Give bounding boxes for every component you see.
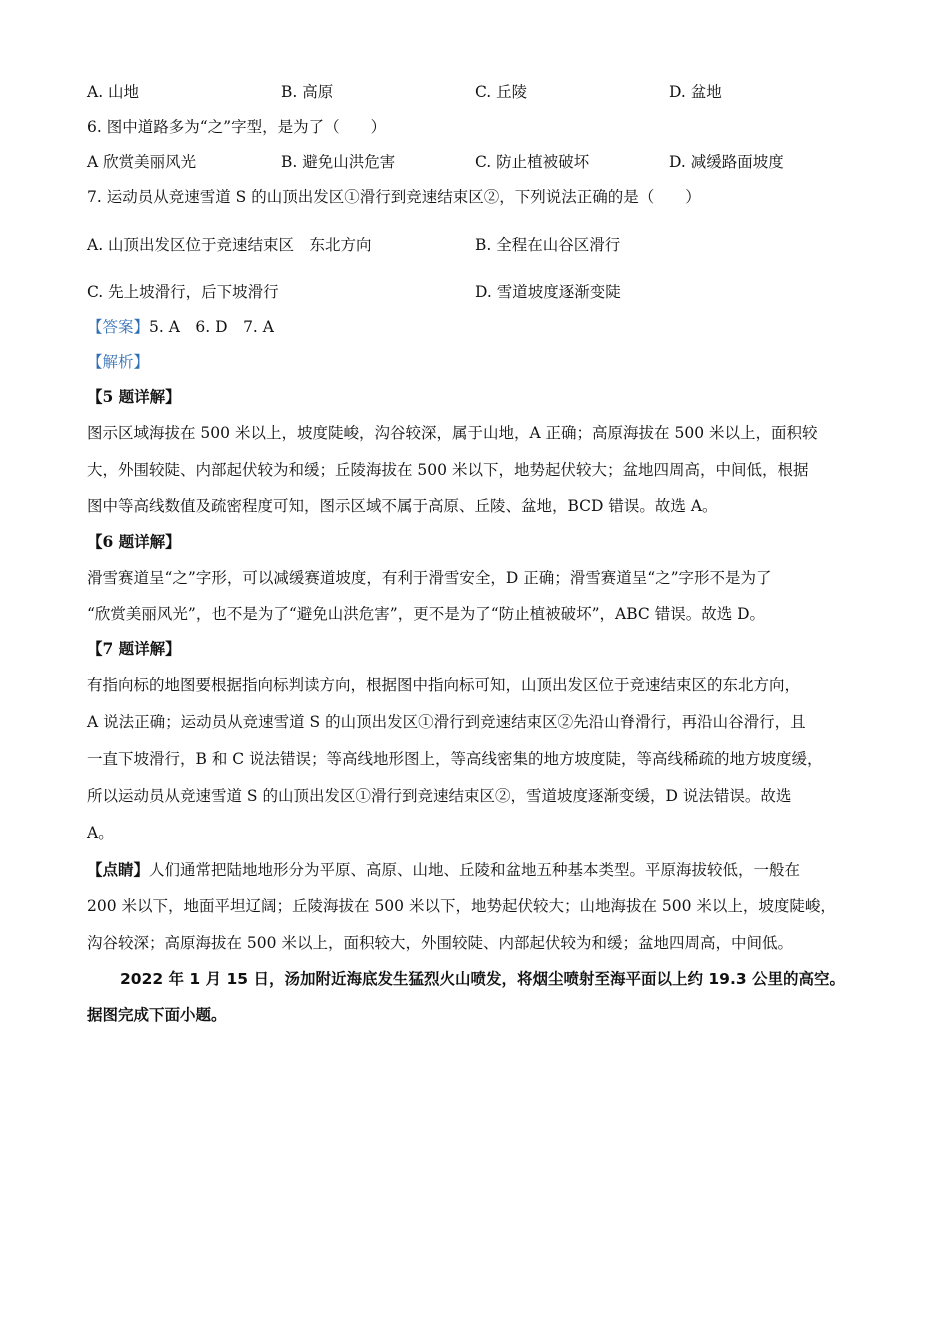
answer-tag: 【答案】 [87,318,150,336]
detail-5-line: 图中等高线数值及疏密程度可知，图示区域不属于高原、丘陵、盆地，BCD 错误。故选 A。 [87,497,718,515]
detail-7-line: 有指向标的地图要根据指向标判读方向，根据图中指向标可知，山顶出发区位于竞速结束区的东北方向， [87,676,801,694]
detail-5-title: 【5 题详解】 [87,387,181,406]
q6-option-c: C. 防止植被破坏 [475,153,590,171]
detail-7-line: 所以运动员从竞速雪道 S 的山顶出发区①滑行到竞速结束区②，雪道坡度逐渐变缓，D 说法错误。故选 [87,787,792,805]
detail-7-line: 一直下坡滑行，B 和 C 说法错误；等高线地形图上，等高线密集的地方坡度陡，等高线稀疏的地方坡度缓， [87,750,823,768]
tip-tag: 【点睛】 [87,860,150,879]
detail-6-line: “欣赏美丽风光”，也不是为了“避免山洪危害”，更不是为了“防止植被破坏”，ABC 错误。故选 D。 [87,605,766,623]
detail-5-line: 图示区域海拔在 500 米以上，坡度陡峻，沟谷较深，属于山地，A 正确；高原海拔在 500 米以上，面积较 [87,424,818,442]
q7-option-c: C. 先上坡滑行，后下坡滑行 [87,283,279,301]
detail-7-line: A。 [87,824,114,842]
q5-option-a: A. 山地 [87,83,140,101]
q5-option-b: B. 高原 [281,83,334,101]
detail-5-line: 大，外围较陡、内部起伏较为和缓；丘陵海拔在 500 米以下，地势起伏较大；盆地四周高，中间低，根据 [87,461,809,479]
q7-stem: 7. 运动员从竞速雪道 S 的山顶出发区①滑行到竞速结束区②，下列说法正确的是（ ） [87,188,701,206]
detail-6-line: 滑雪赛道呈“之”字形，可以减缓赛道坡度，有利于滑雪安全，D 正确；滑雪赛道呈“之”字形不是为了 [87,569,772,587]
q6-stem: 6. 图中道路多为“之”字型，是为了（ ） [87,118,387,136]
q5-option-c: C. 丘陵 [475,83,528,101]
q7-option-b: B. 全程在山谷区滑行 [475,236,621,254]
tip-line [87,860,800,880]
detail-7-line: A 说法正确；运动员从竞速雪道 S 的山顶出发区①滑行到竞速结束区②先沿山脊滑行，再沿山谷滑行，且 [87,713,806,731]
analysis-tag: 【解析】 [87,353,150,371]
detail-7-title: 【7 题详解】 [87,639,181,658]
tip-line: 沟谷较深；高原海拔在 500 米以上，面积较大，外围较陡、内部起伏较为和缓；盆地四周高，中间低。 [87,934,793,952]
tip-line: 200 米以下，地面平坦辽阔；丘陵海拔在 500 米以下，地势起伏较大；山地海拔在 500 米以上，坡度陡峻， [87,897,836,915]
answer-line [87,317,274,337]
q6-option-a: A 欣赏美丽风光 [87,153,197,171]
q6-option-d: D. 减缓路面坡度 [669,153,784,171]
tip-text: 人们通常把陆地地形分为平原、高原、山地、丘陵和盆地五种基本类型。平原海拔较低，一般在 [149,861,801,879]
q7-option-a: A. 山顶出发区位于竞速结束区 东北方向 [87,236,372,254]
answer-text: 5. A 6. D 7. A [149,318,274,336]
q6-option-b: B. 避免山洪危害 [281,153,396,171]
q7-option-d: D. 雪道坡度逐渐变陡 [475,283,621,301]
q5-option-d: D. 盆地 [669,83,722,101]
detail-6-title: 【6 题详解】 [87,532,181,551]
intro-line-2: 据图完成下面小题。 [87,1006,227,1024]
intro-line-1: 2022 年 1 月 15 日，汤加附近海底发生猛烈火山喷发，将烟尘喷射至海平面以上约 19.3 公里的高空。 [120,970,846,988]
